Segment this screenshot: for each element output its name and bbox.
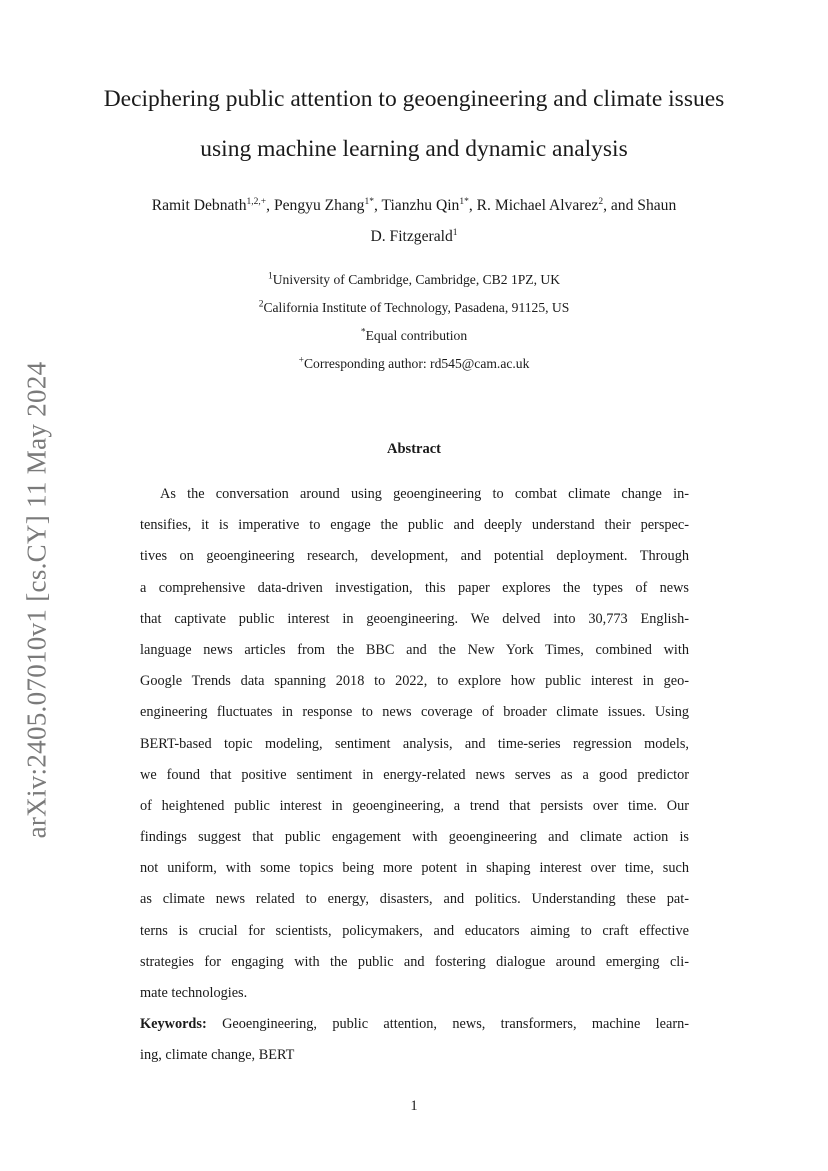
abstract-line: of heightened public interest in geoengineering, a trend that persists over time. Our	[140, 797, 689, 814]
affiliation-mark: 2	[258, 299, 264, 310]
author-name: , Tianzhu Qin	[373, 197, 460, 214]
keywords-label: Keywords:	[140, 1016, 207, 1032]
arxiv-identifier: arXiv:2405.07010v1 [cs.CY] 11 May 2024	[21, 361, 52, 839]
abstract-heading: Abstract	[387, 441, 441, 457]
abstract-line: mate technologies.	[140, 985, 248, 1001]
abstract-line: that captivate public interest in geoengineering. We delved into 30,773 English-	[140, 610, 689, 627]
author-affiliation-mark: 1*	[459, 196, 469, 207]
author-name: Ramit Debnath	[151, 197, 247, 214]
abstract-line: as climate news related to energy, disasters, and politics. Understanding these pat-	[140, 891, 689, 908]
affiliation-mark: +	[298, 355, 304, 366]
author-affiliation-mark: 1,2,+	[246, 196, 267, 207]
author-line-2	[90, 221, 738, 252]
page-number: 1	[410, 1098, 418, 1114]
abstract-body	[140, 479, 689, 1009]
author-affiliation-mark: 1	[452, 227, 458, 238]
title-line-2: using machine learning and dynamic analysis	[200, 136, 628, 162]
affiliation-text: Corresponding author: rd545@cam.ac.uk	[303, 356, 530, 371]
affiliation-2	[90, 298, 738, 318]
corresponding-author-note	[90, 354, 738, 374]
affiliation-text: California Institute of Technology, Pasadena, 91125, US	[263, 300, 570, 315]
keywords-line-2: ing, climate change, BERT	[140, 1047, 295, 1064]
equal-contribution-note	[90, 326, 738, 346]
abstract-line: engineering fluctuates in response to news coverage of broader climate issues. Using	[140, 704, 689, 721]
author-affiliation-mark: 2	[598, 196, 604, 207]
abstract-line: terns is crucial for scientists, policymakers, and educators aiming to craft effective	[140, 922, 689, 939]
abstract-line: a comprehensive data-driven investigation, this paper explores the types of news	[140, 579, 689, 596]
affiliation-mark: 1	[267, 271, 273, 282]
author-line-1	[90, 190, 738, 221]
author-name: , and Shaun	[603, 197, 677, 214]
affiliation-1	[90, 270, 738, 290]
title-line-1: Deciphering public attention to geoengineering and climate issues	[103, 86, 725, 112]
keywords	[140, 1009, 689, 1071]
abstract-line: language news articles from the BBC and the New York Times, combined with	[140, 641, 689, 658]
abstract-line: Google Trends data spanning 2018 to 2022, to explore how public interest in geo-	[140, 673, 689, 690]
author-name: D. Fitzgerald	[370, 228, 453, 245]
affiliation-mark: *	[360, 327, 366, 338]
abstract-line: not uniform, with some topics being more potent in shaping interest over time, such	[140, 860, 689, 877]
abstract-line: BERT-based topic modeling, sentiment analysis, and time-series regression models,	[140, 735, 689, 752]
author-list	[90, 190, 738, 252]
abstract-line: we found that positive sentiment in energy-related news serves as a good predictor	[140, 766, 689, 783]
affiliation-text: University of Cambridge, Cambridge, CB2 1PZ, UK	[272, 272, 561, 287]
abstract-line: tensifies, it is imperative to engage the public and deeply understand their perspec-	[140, 517, 689, 534]
abstract-line: strategies for engaging with the public and fostering dialogue around emerging cli-	[140, 953, 689, 970]
author-name: , Pengyu Zhang	[266, 197, 365, 214]
paper-title	[70, 74, 758, 174]
abstract-line: As the conversation around using geoengineering to combat climate change in-	[160, 486, 689, 502]
author-affiliation-mark: 1*	[364, 196, 374, 207]
abstract-line: tives on geoengineering research, development, and potential deployment. Through	[140, 548, 689, 565]
abstract-line: findings suggest that public engagement with geoengineering and climate action is	[140, 829, 689, 846]
affiliation-text: Equal contribution	[365, 328, 468, 343]
keywords-line-1	[140, 1009, 689, 1040]
keywords-text: Geoengineering, public attention, news, transformers, machine learn-	[206, 1016, 689, 1032]
author-name: , R. Michael Alvarez	[468, 197, 599, 214]
